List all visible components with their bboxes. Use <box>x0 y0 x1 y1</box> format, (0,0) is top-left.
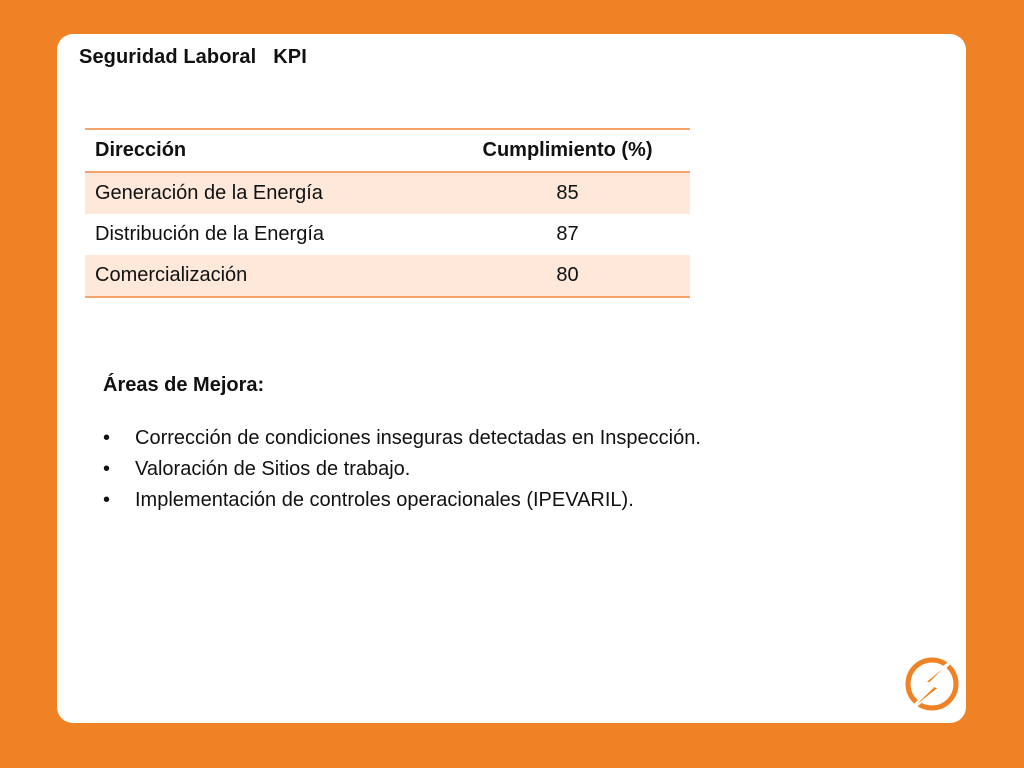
list-item-text: Corrección de condiciones inseguras detectadas en Inspección. <box>135 427 701 449</box>
slide-card <box>57 34 966 723</box>
list-item-text: Valoración de Sitios de trabajo. <box>135 458 411 480</box>
cell-direccion: Comercialización <box>85 255 445 297</box>
bullet-icon: • <box>103 458 111 480</box>
table-header-row <box>85 129 690 172</box>
list-item <box>103 454 701 485</box>
cell-cumplimiento: 85 <box>445 172 690 214</box>
kpi-table <box>85 128 690 298</box>
bullet-icon: • <box>103 489 111 511</box>
list-item-text: Implementación de controles operacionales (IPEVARIL). <box>135 489 634 511</box>
cell-cumplimiento: 87 <box>445 214 690 255</box>
cell-cumplimiento: 80 <box>445 255 690 297</box>
cell-direccion: Distribución de la Energía <box>85 214 445 255</box>
slide-title: Seguridad Laboral KPI <box>79 46 307 68</box>
bullet-icon: • <box>103 427 111 449</box>
list-item <box>103 423 701 454</box>
table-row <box>85 214 690 255</box>
cell-direccion: Generación de la Energía <box>85 172 445 214</box>
lightning-bolt-circle-icon <box>895 652 965 722</box>
header-direccion: Dirección <box>85 129 445 172</box>
areas-list <box>103 423 701 516</box>
header-cumplimiento: Cumplimiento (%) <box>445 129 690 172</box>
table-row <box>85 172 690 214</box>
areas-title: Áreas de Mejora: <box>103 374 265 396</box>
table-row <box>85 255 690 297</box>
areas-de-mejora <box>103 374 701 516</box>
list-item <box>103 485 701 516</box>
